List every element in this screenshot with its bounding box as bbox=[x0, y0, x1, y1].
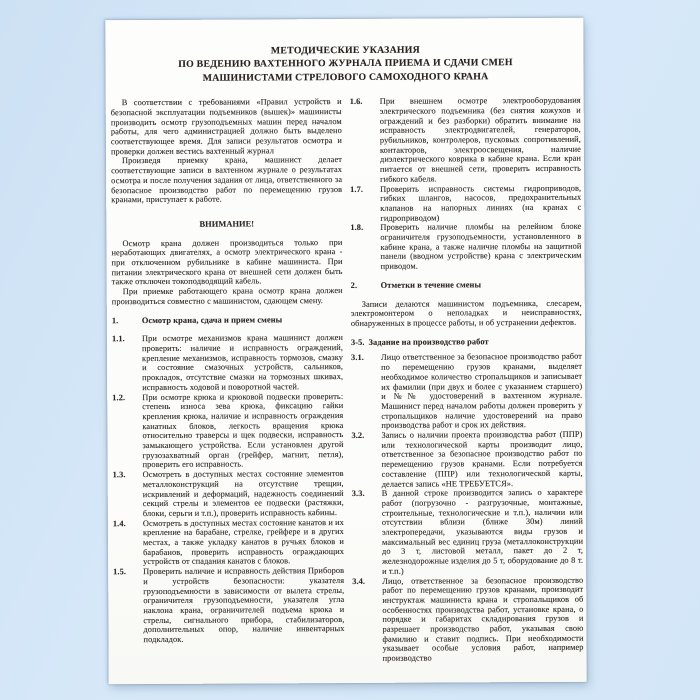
numbered-item bbox=[351, 430, 582, 489]
item-number: 1.8. bbox=[350, 223, 364, 233]
item-text: При осмотре крюка и крюковой подвески проверить: степень износа зева крюка, фиксацию гайки крепления крюка, наличие и исправность ограждения канатных блоков, легкость вращения крюка относительно траверсы и щек подвески, исправность замыкающего устройства. Если установлен другой грузозахватный орган (грейфер, магнит, петля), проверить его исправность. bbox=[142, 391, 344, 470]
right-column bbox=[350, 96, 584, 664]
numbered-item bbox=[350, 96, 581, 185]
item-number: 1.1. bbox=[111, 334, 125, 344]
item-text: Проверить наличие пломбы на релейном блоке ограничителя грузоподъемности, установленного в кабине крана, а также наличие пломбы на защитной панели (вводном устройстве) крана с электрическим приводом. bbox=[380, 222, 582, 271]
two-column-layout bbox=[111, 96, 584, 665]
item-number: 1.3. bbox=[112, 470, 126, 480]
numbered-item bbox=[112, 333, 343, 392]
item-number: 3-5. bbox=[350, 337, 365, 347]
item-number: 2. bbox=[350, 280, 358, 290]
numbered-item bbox=[113, 469, 344, 519]
title-line: ПО ВЕДЕНИЮ ВАХТЕННОГО ЖУРНАЛА ПРИЕМА И СДАЧИ СМЕН bbox=[178, 57, 513, 71]
document-title bbox=[110, 43, 580, 86]
item-number: 3.2. bbox=[351, 430, 365, 440]
section-heading bbox=[112, 315, 343, 326]
page-content bbox=[110, 43, 583, 678]
item-text: Лицо ответственное за безопасное производство работ по перемещению грузов кранами, выделяет необходимое количество стропальщиков и записывает их фамилии (при двух и более с указанием старшего) и №№ удостоверений в вахтенном журнале. Машинист перед началом работы должен проверить у стропальщиков наличие удостоверений на право производства работ и срок их действия. bbox=[381, 352, 583, 431]
item-number: 1.6. bbox=[349, 97, 363, 107]
item-number: 1.7. bbox=[350, 184, 364, 194]
item-text: Лицо, ответственное за безопасное производство работ по перемещению грузов кранами, производит инструктаж машиниста крана и стропальщиков об особенностях производства работ, установке крана, о порядке и габаритах складирования грузов и разрешает производство работ, указывая свою фамилию и ставит подпись. При необходимости указывает особые условия работ, например производство bbox=[382, 575, 584, 663]
title-line: МАШИНИСТАМИ СТРЕЛОВОГО САМОХОДНОГО КРАНА bbox=[202, 71, 489, 84]
item-number: 3.4. bbox=[352, 576, 366, 586]
item-text: Проверить исправность системы гидроприводов, гибких шлангов, насосов, предохранительных клапанов на напорных линиях (на кранах с гидроприводом) bbox=[380, 183, 582, 223]
item-number: 1. bbox=[111, 315, 119, 325]
item-text: Отметки в течение смены bbox=[380, 280, 482, 290]
item-number: 1.4. bbox=[112, 518, 126, 528]
item-text: Задание на производство работ bbox=[368, 336, 489, 347]
item-text: Осмотреть в доступных местах состояние канатов и их крепление на барабане, стрелке, грейфере и в других местах, а также укладку канатов в ручьях блоков и барабанов, проверить исправность ограждающих устройств от спадания канатов с блоков. bbox=[142, 517, 345, 567]
item-number: 1.5. bbox=[113, 567, 127, 577]
item-number: 3.1. bbox=[351, 353, 364, 363]
item-text: При осмотре механизмов крана машинист должен проверить: наличие и исправность ограждений, крепление механизмов, исправность тормозов, смазку и состояние смазочных устройств, сальников, прокладок, отсутствие смазки на тормозных шкивах, исправность ходовой и поворотной частей. bbox=[141, 333, 344, 392]
numbered-item bbox=[352, 488, 583, 577]
numbered-item bbox=[350, 222, 581, 272]
numbered-item bbox=[113, 518, 344, 568]
left-column bbox=[111, 97, 345, 665]
item-text: Запись о наличии проекта производства работ (ППР) или технологической карты производит лицо, ответственное за безопасное производство работ по перемещению грузов кранами. Если потребуется составление (ППР) или технологической карты, делается запись «НЕ ТРЕБУЕТСЯ». bbox=[381, 429, 583, 489]
section-heading bbox=[351, 280, 582, 291]
paragraph: Произведя приемку крана, машинист делает соответствующие записи в вахтенном журнале о результатах осмотра и после получения задания от лица, ответственного за безопасное производство работ по перемещению грузов кранами, приступает к работе. bbox=[111, 155, 343, 205]
section-heading bbox=[351, 336, 582, 347]
paragraph: Осмотр крана должен производиться только при неработающих двигателях, а осмотр электрического крана - при отключенном рубильнике в кабине машиниста. При питании электрического крана от внешней сети должен быть также отключен токоподводящий кабель. bbox=[111, 237, 343, 287]
item-text: При внешнем осмотре электрооборудования электрического подъемника (без снятия кожухов и ограждений и без разборки) обратить внимание на исправность электродвигателей, генераторов, рубильников, контролеров, пусковых сопротивлений, контакторов, электроосвещения, наличие диэлектрического коврика в кабине крана. Если кран питается от внешней сети, проверить исправность гибкого кабеля. bbox=[379, 95, 582, 184]
numbered-item bbox=[352, 575, 583, 664]
item-text: В данной строке производится запись о характере работ (погрузочно - разгрузочные, монтажные, строительные, технологические и т.п.), наличии или отсутствии вблизи (ближе 30м) линий электропередачи, указываются виды грузов и максимальный вес единиц груза (металлоконструкции до 3 т, листовой металл, пакет до 2 т, железнодорожные изделия до 5 т, оборудование до 8 т. и т.п.) bbox=[381, 487, 584, 576]
item-number: 1.2. bbox=[112, 392, 126, 402]
paragraph: При приемке работающего крана осмотр крана должен производиться совместно с машинистом, сдающем смену. bbox=[111, 286, 343, 307]
numbered-item bbox=[350, 183, 581, 223]
item-number: 3.3. bbox=[351, 489, 365, 499]
numbered-item bbox=[113, 566, 344, 645]
item-text: Осмотр крана, сдача и прием смены bbox=[141, 314, 283, 325]
numbered-item bbox=[112, 392, 343, 471]
title-line: МЕТОДИЧЕСКИЕ УКАЗАНИЯ bbox=[270, 44, 421, 57]
item-text: Проверить наличие и исправность действия Приборов и устройств безопасности: указателя грузоподъемности в зависимости от вылета стрелы, ограничителя грузоподъемности, указателя угла наклона крана, ограничителей подъема крюка и стрелы, сигнального прибора, стабилизаторов, дополнительных опор, наличие инвентарных подкладок. bbox=[143, 566, 345, 645]
paragraph: В соответствии с требованиями «Правил устройств и безопасной эксплуатации подъемников (вышек)» машинисты производить осмотр грузоподъемных машин перед началом работы, для чего администрацией должно быть выделено соответствующее время. Для записи результатов осмотра и проверки должен вестись вахтенный журнал bbox=[110, 97, 342, 156]
document-page bbox=[105, 18, 586, 684]
item-text: Осмотреть в доступных местах состояние элементов металлоконструкций на отсутствие трещин, искривлений и деформаций, надежность соединений секций стрелы и элементов ее подвески (растяжки, блоки, серьги и т.п.), проверить исправность кабины. bbox=[142, 469, 344, 519]
numbered-item bbox=[351, 352, 582, 431]
paragraph: Записи делаются машинистом подъемника, слесарем, электромонтером о неполадках и неисправностях, обнаруженных в процессе работы, и об устранении дефектов. bbox=[350, 298, 582, 328]
attention-heading: ВНИМАНИЕ! bbox=[199, 219, 255, 229]
